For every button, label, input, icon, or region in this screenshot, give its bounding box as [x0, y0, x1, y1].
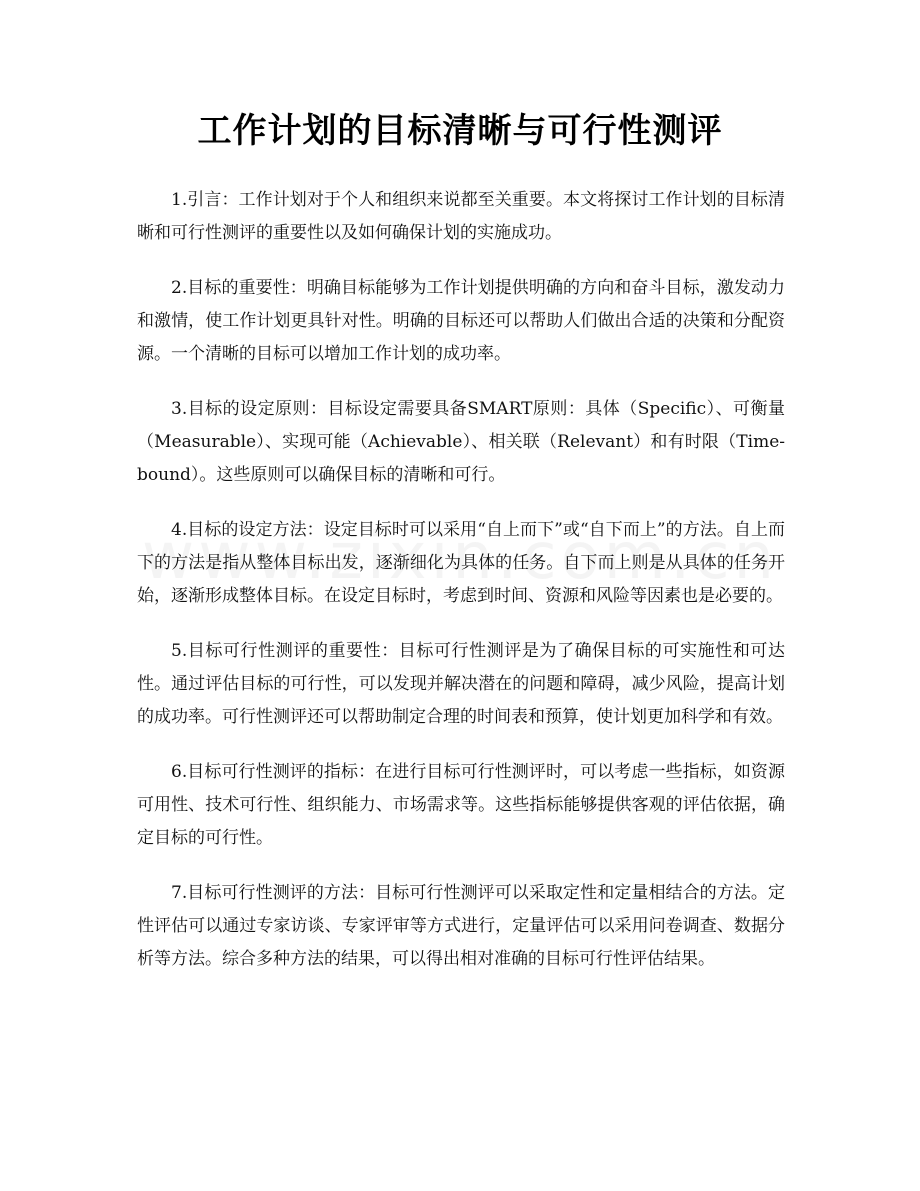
paragraph-introduction: 1.引言：工作计划对于个人和组织来说都至关重要。本文将探讨工作计划的目标清晰和可行性测评的重要性以及如何确保计划的实施成功。	[137, 190, 785, 243]
paragraph-goal-importance: 2.目标的重要性：明确目标能够为工作计划提供明确的方向和奋斗目标，激发动力和激情，使工作计划更具针对性。明确的目标还可以帮助人们做出合适的决策和分配资源。一个清晰的目标可以增加工作计划的成功率。	[137, 278, 785, 364]
document-body	[137, 184, 785, 998]
paragraph-feasibility-methods: 7.目标可行性测评的方法：目标可行性测评可以采取定性和定量相结合的方法。定性评估可以通过专家访谈、专家评审等方式进行，定量评估可以采用问卷调查、数据分析等方法。综合多种方法的结果，可以得出相对准确的目标可行性评估结果。	[137, 883, 785, 969]
paragraph-goal-principles: 3.目标的设定原则：目标设定需要具备SMART原则：具体（Specific）、可衡量（Measurable）、实现可能（Achievable）、相关联（Relevant）和有时限（Time-bound）。这些原则可以确保目标的清晰和可行。	[137, 399, 785, 485]
paragraph-feasibility-importance: 5.目标可行性测评的重要性：目标可行性测评是为了确保目标的可实施性和可达性。通过评估目标的可行性，可以发现并解决潜在的问题和障碍，减少风险，提高计划的成功率。可行性测评还可以帮助制定合理的时间表和预算，使计划更加科学和有效。	[137, 641, 785, 727]
paragraph-feasibility-indicators: 6.目标可行性测评的指标：在进行目标可行性测评时，可以考虑一些指标，如资源可用性、技术可行性、组织能力、市场需求等。这些指标能够提供客观的评估依据，确定目标的可行性。	[137, 762, 785, 848]
page-title: 工作计划的目标清晰与可行性测评	[197, 111, 723, 151]
paragraph-goal-methods: 4.目标的设定方法：设定目标时可以采用“自上而下”或“自下而上”的方法。自上而下的方法是指从整体目标出发，逐渐细化为具体的任务。自下而上则是从具体的任务开始，逐渐形成整体目标。在设定目标时，考虑到时间、资源和风险等因素也是必要的。	[137, 520, 785, 606]
